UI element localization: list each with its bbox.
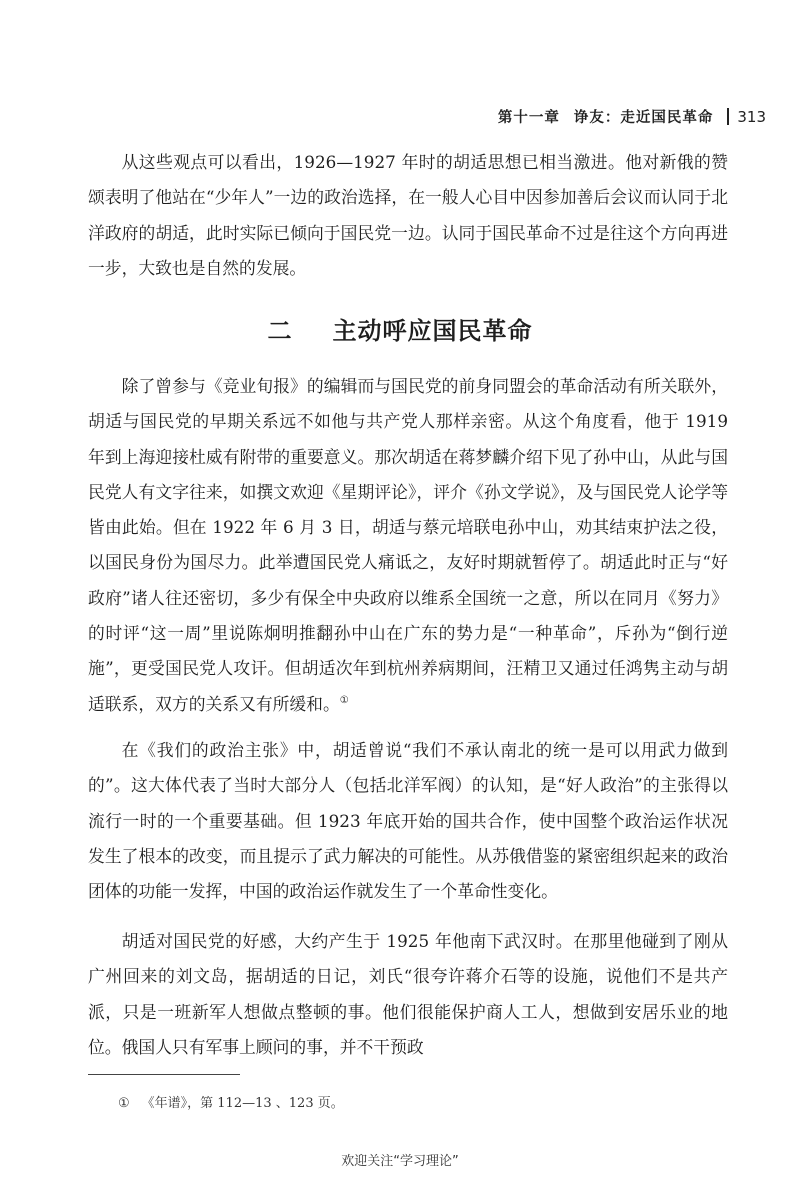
paragraph: 从这些观点可以看出，1926—1927 年时的胡适思想已相当激进。他对新俄的赞颂表明了他站在“少年人”一边的政治选择，在一般人心目中因参加善后会议而认同于北洋政府的胡适，此时实际已倾向于国民党一边。认同于国民革命不过是往这个方向再进一步，大致也是自然的发展。 <box>88 152 728 278</box>
paragraph: 胡适对国民党的好感，大约产生于 1925 年他南下武汉时。在那里他碰到了刚从广州回来的刘文岛，据胡适的日记，刘氏“很夸许蒋介石等的设施，说他们不是共产派，只是一班新军人想做点整顿的事。他们很能保护商人工人，想做到安居乐业的地位。俄国人只有军事上顾问的事，并不干预政 <box>88 931 728 1057</box>
running-head <box>498 106 766 127</box>
paragraph-text: 除了曾参与《竞业旬报》的编辑而与国民党的前身同盟会的革命活动有所关联外，胡适与国民党的早期关系远不如他与共产党人那样亲密。从这个角度看，他于 1919 年到上海迎接杜威有附带的重要意义。那次胡适在蒋梦麟介绍下见了孙中山，从此与国民党人有文字往来，如撰文欢迎《星期评论》，评介《孙文学说》，及与国民党人论学等皆由此始。但在 1922 年 6 月 3 日，胡适与蔡元培联电孙中山，劝其结束护法之役，以国民身份为国尽力。此举遭国民党人痛诋之，友好时期就暂停了。胡适此时正与“好政府”诸人往还密切，多少有保全中央政府以维系全国统一之意，所以在同月《努力》的时评“这一周”里说陈炯明推翻孙中山在广东的势力是“一种革命”，斥孙为“倒行逆施”，更受国民党人攻讦。但胡适次年到杭州养病期间，汪精卫又通过任鸿隽主动与胡适联系，双方的关系又有所缓和。 <box>88 376 728 714</box>
section-heading <box>0 311 800 346</box>
section-number: 二 <box>267 317 293 345</box>
paragraph: 在《我们的政治主张》中，胡适曾说“我们不承认南北的统一是可以用武力做到的”。这大体代表了当时大部分人（包括北洋军阀）的认知，是“好人政治”的主张得以流行一时的一个重要基础。但 1923 年底开始的国共合作，使中国整个政治运作状况发生了根本的改变，而且提示了武力解决的可能性。从苏俄借鉴的紧密组织起来的政治团体的功能一发挥，中国的政治运作就发生了一个革命性变化。 <box>88 740 728 902</box>
footnote <box>118 1092 344 1111</box>
page-number: 313 <box>737 107 766 126</box>
footnote-reference[interactable]: ① <box>339 694 349 706</box>
paragraph <box>88 369 728 722</box>
section-title: 主动呼应国民革命 <box>332 317 533 345</box>
footnote-divider <box>88 1074 240 1075</box>
chapter-label: 第十一章 <box>497 110 560 126</box>
header-divider <box>727 108 729 125</box>
footnote-text: 《年谱》，第 112—13 、123 页。 <box>141 1096 344 1111</box>
footnote-mark: ① <box>118 1096 130 1111</box>
page-footer: 欢迎关注“学习理论” <box>341 1154 459 1169</box>
chapter-title: 诤友：走近国民革命 <box>573 110 714 126</box>
